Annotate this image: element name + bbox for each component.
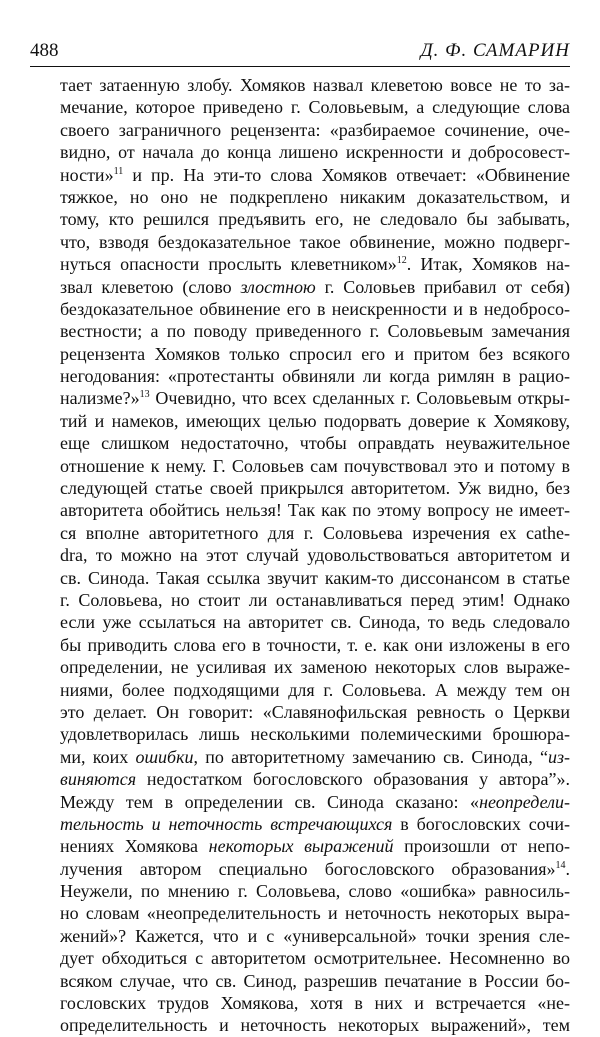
emphasis-text: из- bbox=[547, 746, 570, 767]
text-segment: Неужели, по мнению г. Соловьева, слово «ошибка» равносиль- bbox=[60, 881, 570, 902]
emphasis-text: неопредели- bbox=[479, 791, 570, 812]
text-segment: определении, не усиливая их заменою некоторых слов выраже- bbox=[60, 657, 570, 678]
text-segment: тий и намеков, имеющих целью подорвать доверие к Хомякову, bbox=[60, 410, 570, 431]
text-line bbox=[60, 231, 570, 253]
text-segment: Между тем в определении св. Синода сказано: « bbox=[60, 791, 480, 812]
emphasis-text: некоторых выражений bbox=[208, 836, 394, 857]
text-segment: негодования: «протестанты обвиняли ли когда римлян в рацио- bbox=[60, 366, 570, 387]
text-segment: dra, то можно на этот случай удовольствоваться авторитетом и bbox=[60, 545, 570, 566]
text-segment: ми, коих bbox=[60, 746, 136, 767]
text-line bbox=[60, 589, 570, 611]
text-line bbox=[60, 522, 570, 544]
text-line bbox=[60, 880, 570, 902]
text-segment: бездоказательное обвинение его в неискренности и в недобросо- bbox=[60, 298, 570, 319]
text-segment: дует обходиться с авторитетом осмотрительнее. Несомненно во bbox=[60, 948, 570, 969]
text-line bbox=[60, 298, 570, 320]
text-line bbox=[60, 387, 570, 409]
text-line bbox=[60, 723, 570, 745]
text-line bbox=[60, 365, 570, 387]
text-segment: мечание, которое приведено г. Соловьевым, а следующие слова bbox=[60, 97, 570, 118]
emphasis-text: злостною bbox=[240, 276, 316, 297]
text-segment: . bbox=[565, 858, 570, 879]
text-segment: гословских трудов Хомякова, хотя в них и встречается «не- bbox=[60, 993, 570, 1014]
page-number: 488 bbox=[30, 40, 59, 61]
text-line bbox=[60, 186, 570, 208]
text-segment: нениях Хомякова bbox=[60, 836, 209, 857]
text-segment: это делает. Он говорит: «Славянофильская ревность о Церкви bbox=[60, 701, 570, 722]
text-line bbox=[60, 499, 570, 521]
text-segment: св. Синода. Такая ссылка звучит каким-то диссонансом в статье bbox=[60, 567, 570, 588]
text-line bbox=[60, 141, 570, 163]
text-line bbox=[60, 567, 570, 589]
text-segment: жений»? Кажется, что и с «универсальной» точки зрения сле- bbox=[60, 925, 570, 946]
text-line bbox=[60, 276, 570, 298]
text-line bbox=[60, 164, 570, 186]
text-segment: всяком случае, что св. Синод, разрешив печатание в России бо- bbox=[60, 970, 570, 991]
text-line bbox=[60, 858, 570, 880]
text-segment: тому, кто решился предъявить его, не следовало бы забывать, bbox=[60, 209, 570, 230]
text-segment: ности» bbox=[60, 164, 114, 185]
text-segment: звал клеветою (слово bbox=[60, 276, 241, 297]
text-segment: в богословских сочи- bbox=[392, 813, 570, 834]
text-segment: недостатком богословского образования у автора”». bbox=[136, 769, 570, 790]
text-segment: вестности; а по поводу приведенного г. Соловьевым замечания bbox=[60, 321, 570, 342]
text-segment: ся вполне авторитетного для г. Соловьева изречения ex cathe- bbox=[60, 522, 570, 543]
footnote-ref: 13 bbox=[139, 389, 150, 401]
text-line bbox=[60, 902, 570, 924]
text-line bbox=[60, 432, 570, 454]
text-line bbox=[60, 768, 570, 790]
text-segment: что, взводя бездоказательное такое обвинение, можно подверг- bbox=[60, 231, 570, 252]
text-line bbox=[60, 701, 570, 723]
text-segment: видно, от начала до конца лишено искренности и добросовест- bbox=[60, 142, 570, 163]
text-line bbox=[60, 925, 570, 947]
text-line bbox=[60, 947, 570, 969]
text-line bbox=[60, 119, 570, 141]
text-segment: , по авторитетному замечанию св. Синода, “ bbox=[193, 746, 548, 767]
text-line bbox=[60, 611, 570, 633]
text-line bbox=[60, 970, 570, 992]
text-segment: но словам «неопределительность и неточность некоторых выра- bbox=[60, 903, 570, 924]
text-line bbox=[60, 813, 570, 835]
text-segment: тяжкое, но оно не подкреплено никаким доказательством, и bbox=[60, 186, 570, 207]
text-line bbox=[60, 746, 570, 768]
text-segment: удовлетворилась лишь несколькими полемическими брошюра- bbox=[60, 724, 570, 745]
text-line bbox=[60, 343, 570, 365]
text-segment: бы приводить слова его в точности, т. е. как они изложены в его bbox=[60, 634, 570, 655]
text-segment: Очевидно, что всех сделанных г. Соловьевым откры- bbox=[149, 388, 570, 409]
text-line bbox=[60, 544, 570, 566]
text-segment: г. Соловьев прибавил от себя) bbox=[315, 276, 570, 297]
text-segment: лучения автором специально богословского образования» bbox=[60, 858, 556, 879]
emphasis-text: тельность и неточность встречающихся bbox=[60, 813, 393, 834]
text-line bbox=[60, 410, 570, 432]
emphasis-text: ошибки bbox=[135, 746, 194, 767]
text-line bbox=[60, 1014, 570, 1036]
emphasis-text: виняются bbox=[60, 769, 137, 790]
text-line bbox=[60, 208, 570, 230]
text-line bbox=[60, 253, 570, 275]
text-line bbox=[60, 455, 570, 477]
text-line bbox=[60, 791, 570, 813]
body-text bbox=[60, 74, 570, 1037]
footnote-ref: 14 bbox=[555, 859, 566, 871]
text-segment: и пр. На эти-то слова Хомяков отвечает: «Обвинение bbox=[123, 164, 570, 185]
footnote-ref: 12 bbox=[396, 255, 407, 267]
text-line bbox=[60, 679, 570, 701]
text-line bbox=[60, 656, 570, 678]
text-line bbox=[60, 96, 570, 118]
text-line bbox=[60, 634, 570, 656]
text-segment: отношение к нему. Г. Соловьев сам почувствовал это и потому в bbox=[60, 455, 570, 476]
text-segment: еще слишком недостаточно, чтобы оправдать неуважительное bbox=[60, 433, 570, 454]
text-line bbox=[60, 74, 570, 96]
running-title: Д. Ф. САМАРИН bbox=[420, 40, 570, 61]
text-segment: рецензента Хомяков только спросил его и притом без всякого bbox=[60, 343, 570, 364]
text-segment: г. Соловьева, но стоит ли останавливаться перед этим! Однако bbox=[60, 589, 570, 610]
header-rule bbox=[30, 66, 570, 67]
text-segment: нализме?» bbox=[60, 388, 140, 409]
text-segment: авторитета обойтись нельзя! Так как по этому вопросу не имеет- bbox=[60, 500, 570, 521]
text-segment: нуться опасности прослыть клеветником» bbox=[60, 254, 397, 275]
text-line bbox=[60, 992, 570, 1014]
page-header bbox=[30, 36, 570, 66]
text-line bbox=[60, 320, 570, 342]
text-line bbox=[60, 835, 570, 857]
text-segment: определительность и неточность некоторых выражений», тем bbox=[60, 1015, 570, 1036]
text-segment: произошли от непо- bbox=[393, 836, 570, 857]
text-segment: своего заграничного рецензента: «разбираемое сочинение, оче- bbox=[60, 119, 570, 140]
text-line bbox=[60, 477, 570, 499]
text-segment: тает затаенную злобу. Хомяков назвал клеветою вовсе не то за- bbox=[60, 75, 570, 95]
text-segment: ниями, более подходящими для г. Соловьева. А между тем он bbox=[60, 679, 570, 700]
text-segment: если уже ссылаться на авторитет св. Синода, то ведь следовало bbox=[60, 612, 570, 633]
text-segment: следующей статье своей прикрылся авторитетом. Уж видно, без bbox=[60, 478, 570, 499]
text-segment: . Итак, Хомяков на- bbox=[406, 254, 570, 275]
footnote-ref: 11 bbox=[113, 165, 124, 177]
